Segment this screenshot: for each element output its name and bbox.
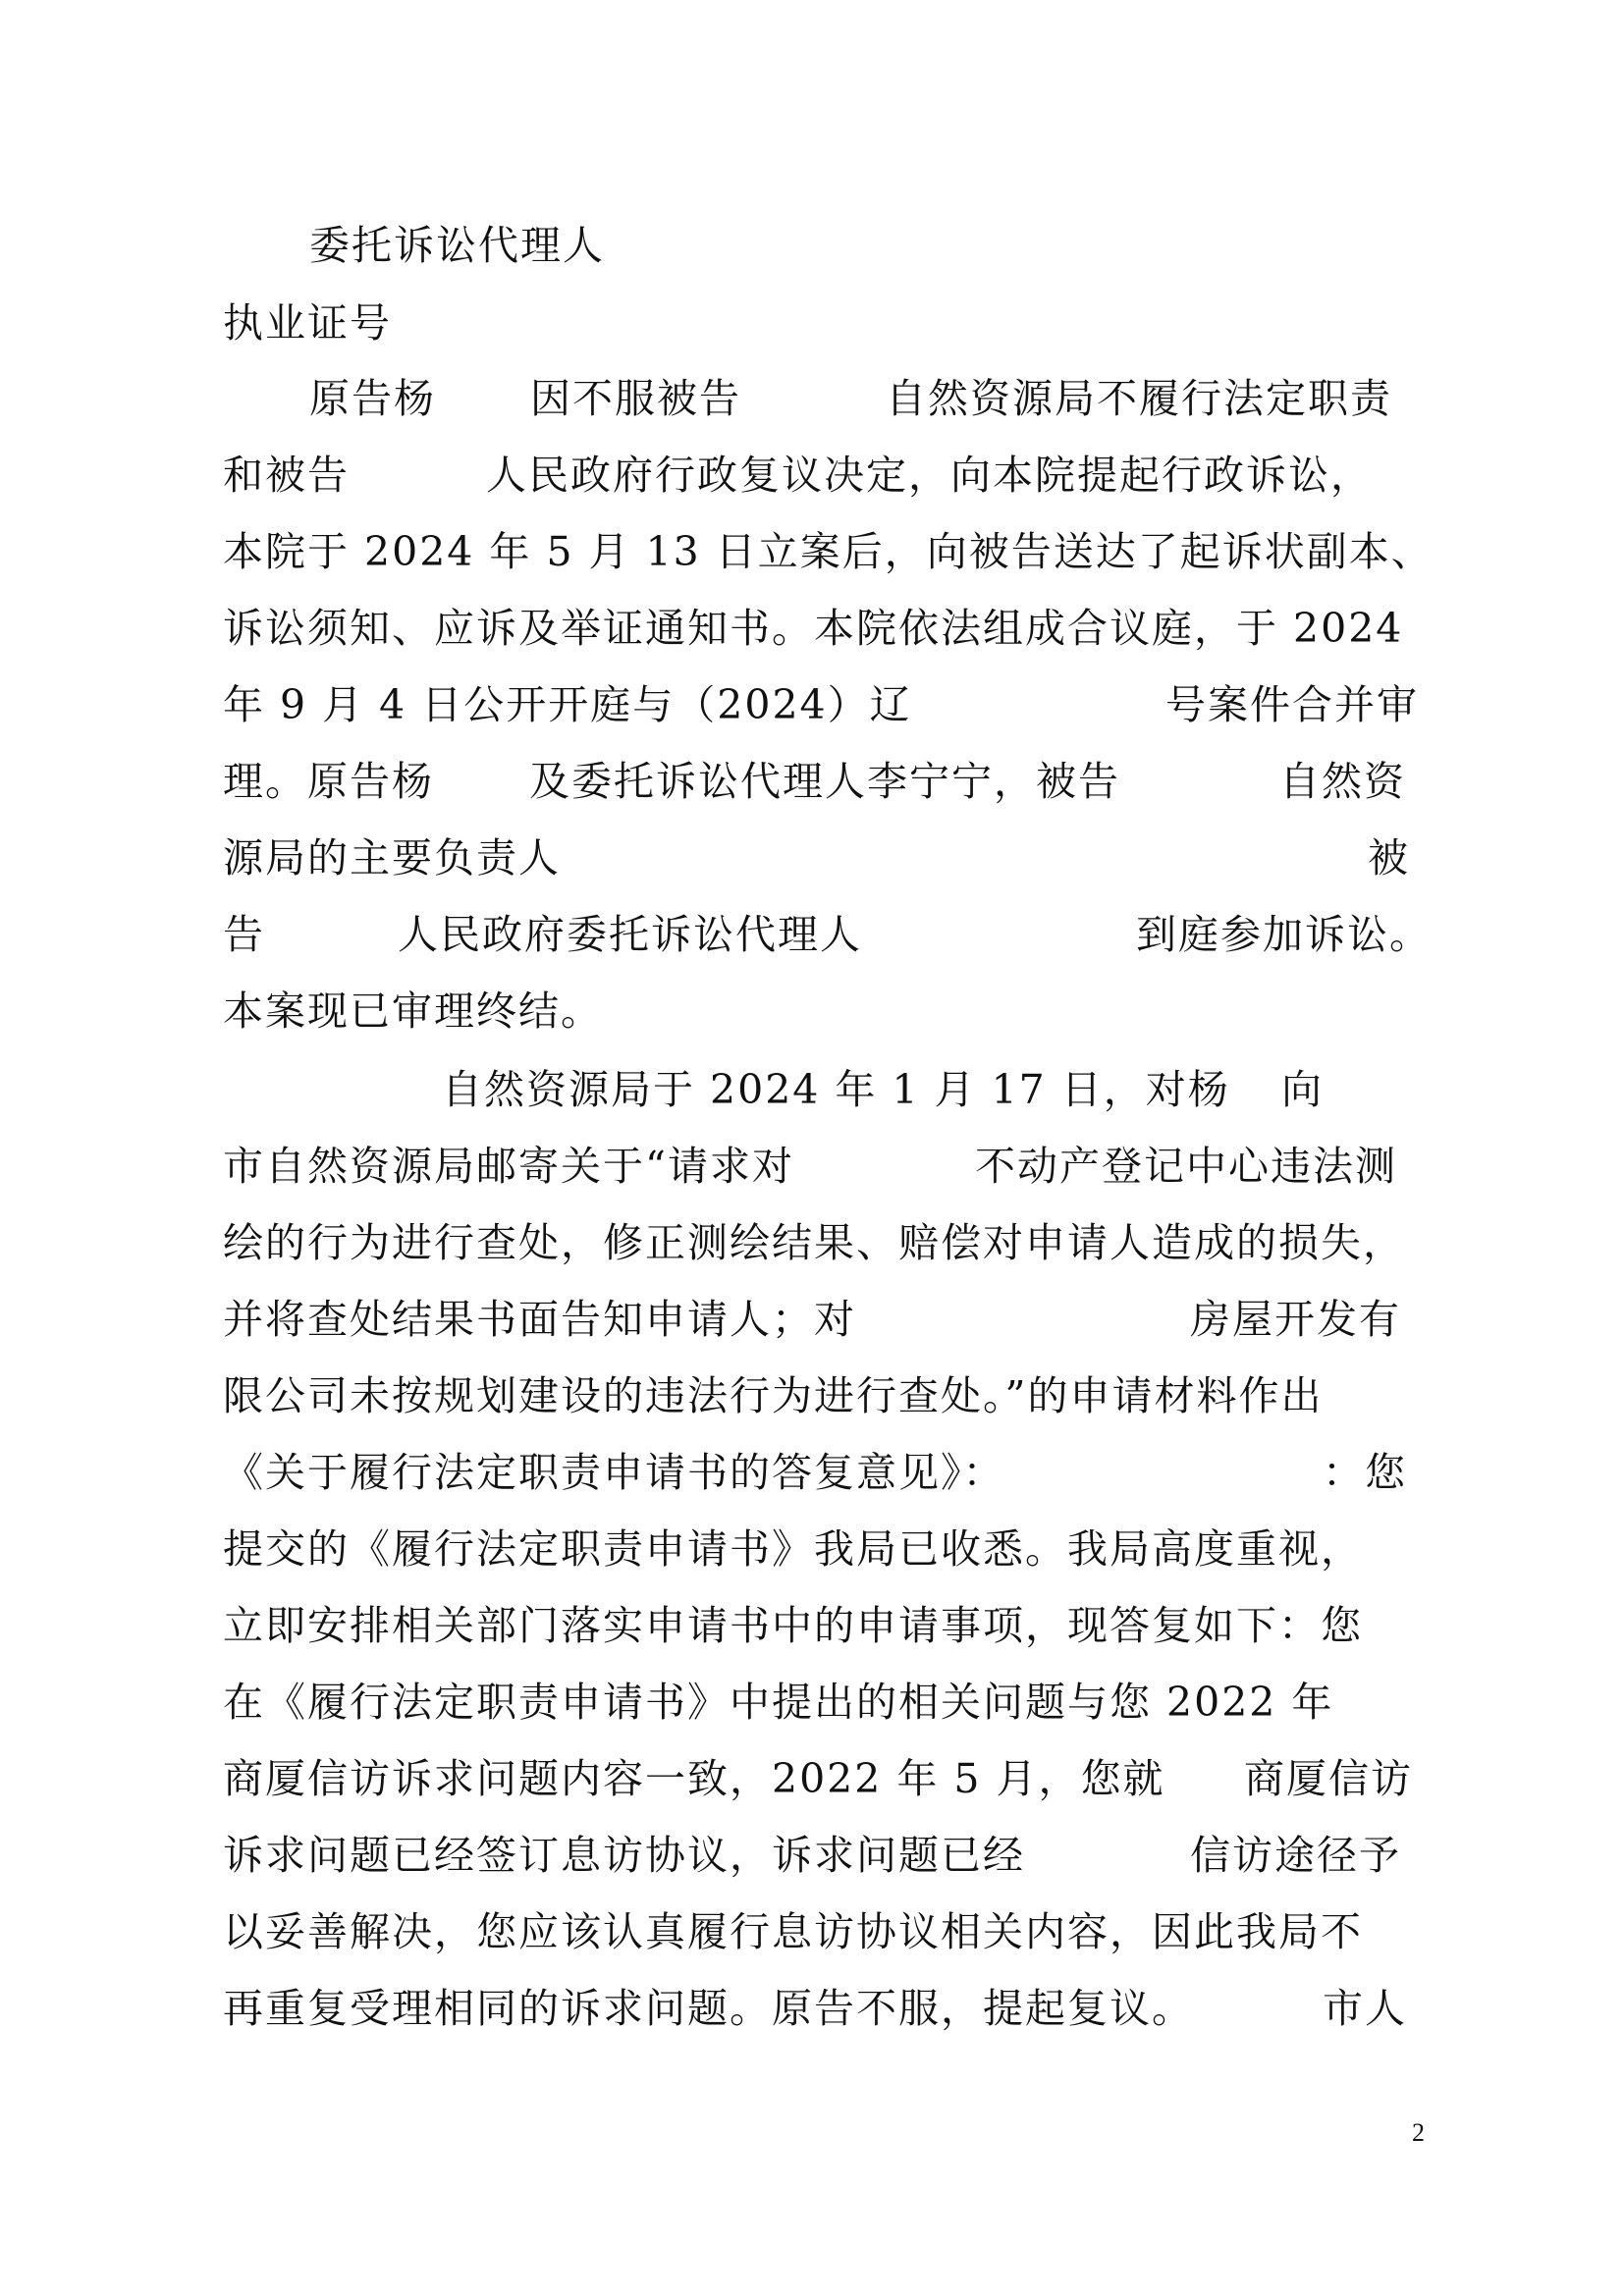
text-segment: 原告杨 [309,375,436,422]
text-segment: 商厦信访 [1244,1755,1413,1802]
text-line [223,605,1404,652]
text-segment: 本院于 2024 年 5 月 13 日立案后，向被告送达了起诉状副本、 [223,528,1434,575]
text-segment: 不动产登记中心违法测 [975,1143,1397,1190]
text-line [223,1372,1324,1419]
text-segment: 向 [1281,1066,1324,1113]
text-line [223,1908,1363,1955]
text-segment: 被 [1368,834,1410,881]
text-line [223,681,1419,728]
text-line [223,1219,1405,1266]
text-line [223,452,1373,499]
text-line [223,758,1406,805]
text-segment: 信访途径予 [1190,1832,1401,1879]
text-line [309,222,605,269]
text-segment: 自然资源局不履行法定职责 [886,375,1392,422]
text-line [223,1985,1407,2032]
text-segment: 房屋开发有 [1190,1296,1401,1343]
text-segment: 诉讼须知、应诉及举证通知书。本院依法组成合议庭，于 2024 [223,605,1404,652]
text-segment: 以妥善解决，您应该认真履行息访协议相关内容，因此我局不 [223,1908,1363,1955]
text-segment: 再重复受理相同的诉求问题。原告不服，提起复议。 [223,1985,1194,2032]
text-line [223,988,603,1035]
text-segment: 号案件合并审 [1165,681,1419,728]
text-segment: 年 9 月 4 日公开开庭与（2024）辽 [223,681,912,728]
text-segment: 商厦信访诉求问题内容一致，2022 年 5 月，您就 [223,1755,1165,1802]
text-segment: 和被告 [223,452,350,499]
text-segment: 提交的《履行法定职责申请书》我局已收悉。我局高度重视， [223,1525,1363,1573]
text-segment: 因不服被告 [530,375,741,422]
text-segment: ：您 [1323,1449,1407,1496]
page-number: 2 [1412,2118,1425,2147]
text-line [223,1296,1401,1343]
text-segment: 人民政府委托诉讼代理人 [398,911,862,958]
text-line [223,911,1432,958]
text-line [309,375,1392,422]
text-line [223,1755,1413,1802]
text-segment: 到庭参加诉讼。 [1136,911,1432,958]
text-segment: 《关于履行法定职责申请书的答复意见》： [223,1449,1005,1496]
text-line [223,1602,1363,1649]
text-segment: 立即安排相关部门落实申请书中的申请事项，现答复如下：您 [223,1602,1363,1649]
text-segment: 委托诉讼代理人 [309,222,605,269]
text-segment: 并将查处结果书面告知申请人；对 [223,1296,856,1343]
text-line [223,528,1434,575]
text-line [223,834,1410,881]
text-segment: 市人 [1323,1985,1407,2032]
text-segment: 市自然资源局邮寄关于“请求对 [223,1143,794,1190]
text-line [223,1449,1407,1496]
text-segment: 自然资 [1279,758,1406,805]
text-segment: 人民政府行政复议决定，向本院提起行政诉讼， [486,452,1373,499]
text-line [223,1679,1334,1726]
text-segment: 告 [223,911,265,958]
text-segment: 理。原告杨 [223,758,434,805]
text-segment: 限公司未按规划建设的违法行为进行查处。”的申请材料作出 [223,1372,1324,1419]
text-segment: 在《履行法定职责申请书》中提出的相关问题与您 2022 年 [223,1679,1334,1726]
text-line [223,1143,1397,1190]
text-line [223,299,392,347]
text-line [442,1066,1324,1113]
text-segment: 绘的行为进行查处，修正测绘结果、赔偿对申请人造成的损失， [223,1219,1405,1266]
text-line [223,1525,1363,1573]
text-segment: 本案现已审理终结。 [223,988,603,1035]
text-segment: 自然资源局于 2024 年 1 月 17 日，对杨 [442,1066,1230,1113]
text-segment: 诉求问题已经签订息访协议，诉求问题已经 [223,1832,1025,1879]
text-segment: 及委托诉讼代理人李宁宁，被告 [529,758,1120,805]
text-line [223,1832,1401,1879]
text-segment: 源局的主要负责人 [223,834,561,881]
text-segment: 执业证号 [223,299,392,347]
